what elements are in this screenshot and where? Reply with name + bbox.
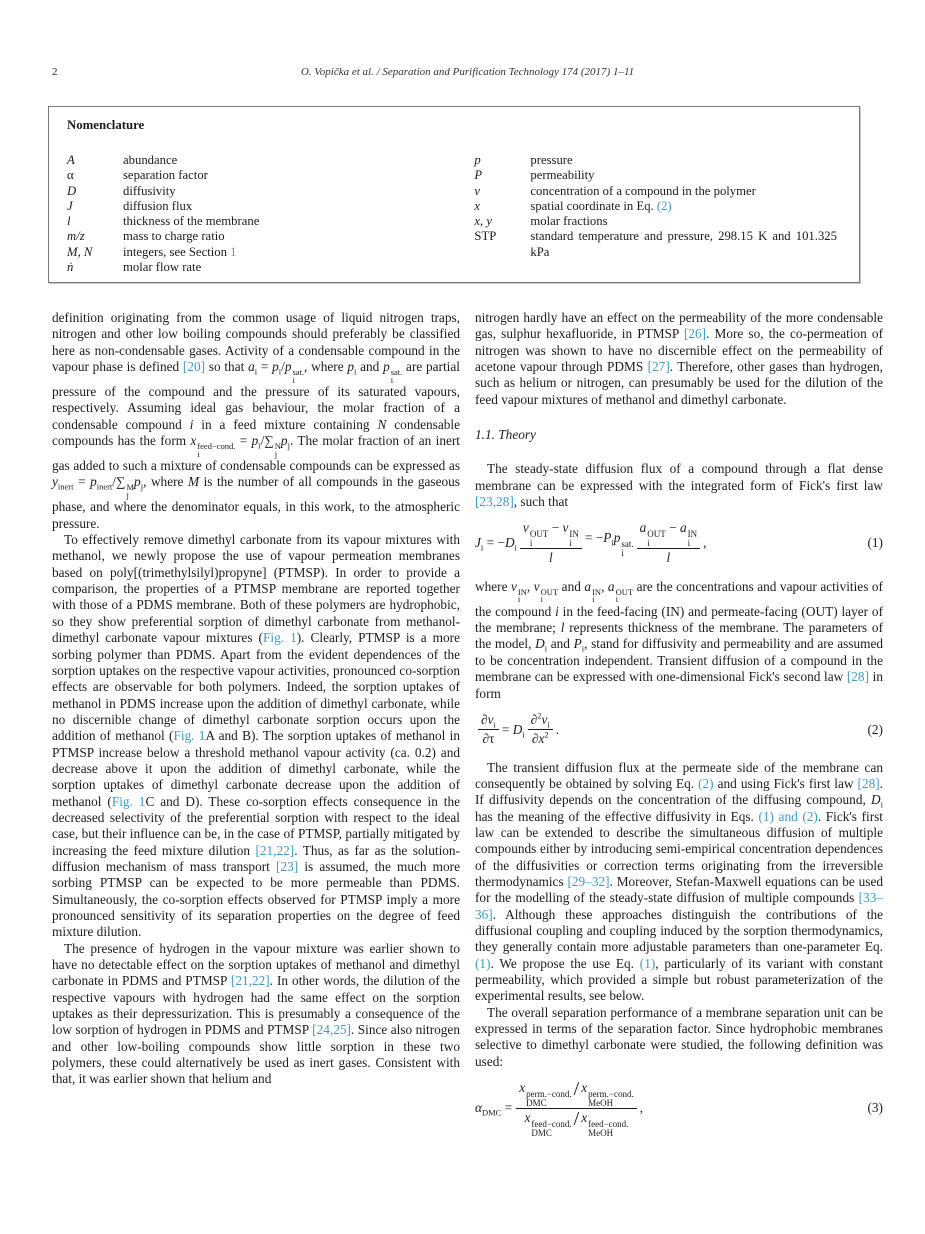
equation-number: (2) xyxy=(867,721,883,737)
nomenclature-symbol: x, y xyxy=(474,214,492,229)
reference-link[interactable]: [28] xyxy=(857,775,880,791)
reference-link[interactable]: [29–32] xyxy=(567,873,610,889)
page-header xyxy=(52,66,883,82)
left-column xyxy=(52,310,460,1149)
fraction-denominator: l xyxy=(637,548,700,566)
equation-2 xyxy=(475,712,883,748)
reference-link[interactable]: [27] xyxy=(647,359,670,375)
paragraph: nitrogen hardly have an effect on the permeability of the more condensable gas, sulphur hexafluoride, in PTMSP [26]. More so, the co-permeation of nitrogen was shown to have no discernible effect on the permeability of acetone vapour through PDMS [27]. Therefore, other gases than hydrogen, such as helium or nitrogen, can presumably be used for the dilution of the feed vapour mixtures of methanol and dimethyl carbonate. xyxy=(475,310,883,407)
nomenclature-symbol: D xyxy=(67,183,77,198)
reference-link[interactable]: (1) xyxy=(639,955,656,971)
reference-link[interactable]: 1 xyxy=(230,244,237,259)
nomenclature-definition: standard temperature and pressure, 298.15 K and 101.325 kPa xyxy=(530,229,837,259)
nomenclature-columns xyxy=(67,153,843,275)
equation-tail: . xyxy=(555,721,560,737)
nomenclature-symbol: v xyxy=(474,183,481,198)
equation-3 xyxy=(475,1080,883,1137)
reference-link[interactable]: (2) xyxy=(698,775,714,791)
nomenclature-definition: integers, see Section 1 xyxy=(123,244,237,259)
fraction-slash: / xyxy=(573,1078,580,1101)
nomenclature-definition: concentration of a compound in the polymer xyxy=(530,183,756,198)
nomenclature-definition: separation factor xyxy=(123,168,208,183)
nomenclature-symbol: STP xyxy=(474,229,497,244)
reference-link[interactable]: [28] xyxy=(846,669,870,685)
fraction-numerator: v OUT i − v IN i xyxy=(522,520,579,548)
fraction xyxy=(516,1080,637,1137)
fraction-slash: / xyxy=(573,1108,580,1131)
equation-lhs: $\alpha_{DMC}$ = xyxy=(475,1100,513,1119)
nomenclature-row xyxy=(474,153,843,168)
paragraph: The overall separation performance of a membrane separation unit can be expressed in terms of the separation factor. Since hydrophobic membranes selective to dimethyl carbonate were studied, the following definition was used: xyxy=(475,1004,883,1069)
paragraph: To effectively remove dimethyl carbonate from its vapour mixtures with methanol, we newly propose the use of vapour permeation membranes based on poly[(trimethylsilyl)propyne] (PTMSP). In order to provide a comparison, the properties of a PTMSP membrane are reported together with those of a PDMS membrane. Both of these polymers are hydrophobic, so they show preferential sorption of dimethyl carbonate from methanol-dimethyl carbonate vapour mixtures (Fig. 1). Clearly, PTMSP is a more sorbing polymer than PDMS. Apart from the evident dependences of the sorption uptakes on the respective vapour activities, pronounced co-sorption effects are observable for both polymers. Indeed, the sorption uptakes of methanol in PDMS increase upon the addition of dimethyl carbonate, while no discernible change of dimethyl carbonate sorption occurs upon the addition of methanol (Fig. 1A and B). The sorption uptakes of methanol in PTMSP increase below a threshold methanol vapour activity (ca. 0.2) and decrease above it upon the addition of dimethyl carbonate, while the sorption uptakes of dimethyl carbonate decrease upon the addition of methanol (Fig. 1C and D). These co-sorption effects consequence in the decreased selectivity of the preferential sorption with respect to the ideal case, but their influence can be, in the case of PTMSP, partially mitigated by increasing the feed mixture dilution [21,22]. Thus, as far as the solution-diffusion mechanism of mass transport [23] is assumed, the much more sorbing PTMSP can be expected to be more permeable than PDMS. Simultaneously, the co-sorption effects observed for PTMSP imply a more pronounced sensitivity of its separation properties on the degree of feed mixture dilution. xyxy=(52,532,461,940)
nomenclature-definition: diffusion flux xyxy=(123,198,193,213)
nomenclature-row xyxy=(474,229,843,260)
nomenclature-definition: pressure xyxy=(530,153,573,167)
reference-link[interactable]: [23,28] xyxy=(475,494,514,510)
paragraph: The steady-state diffusion flux of a compound through a flat dense membrane can be expressed with the integrated form of Fick's first law [23,28], such that xyxy=(475,461,883,510)
reference-link[interactable]: Fig. 1 xyxy=(111,793,146,809)
nomenclature-row xyxy=(67,229,474,244)
paragraph: The transient diffusion flux at the permeate side of the membrane can consequently be obtained by solving Eq. (2) and using Fick's first law [28]. If diffusivity depends on the concentration of the diffusing compound, $D_i$ has the meaning of the effective diffusivity in Eqs. (1) and (2). Fick's first law can be extended to describe the simultaneous diffusion of multiple compounds either by introducing semi-empirical concentration dependences of the diffusivities or correction terms originating from the irreversible thermodynamics [29–32]. Moreover, Stefan-Maxwell equations can be used for the modelling of the steady-state diffusion of multiple compounds [33–36]. Although these approaches distinguish the contributions of the diffusional coupling and coupling induced by the sorption thermodynamics, they generally contain more adjustable parameters than one-parameter Eq. (1). We propose the use Eq. (1), particularly of its variant with constant permeability, which provided a simple but robust parameterization of the experimental results, see below. xyxy=(475,759,883,1004)
nomenclature-definition: thickness of the membrane xyxy=(123,214,260,229)
reference-link[interactable]: [33–36] xyxy=(475,890,883,922)
nomenclature-row xyxy=(67,153,474,168)
fraction xyxy=(520,520,582,566)
nomenclature-symbol: P xyxy=(474,168,483,183)
nomenclature-row xyxy=(474,214,843,229)
reference-link[interactable]: (1) xyxy=(475,955,491,971)
section-heading: 1.1. Theory xyxy=(475,427,536,443)
fraction xyxy=(528,712,553,748)
reference-link[interactable]: [20] xyxy=(182,359,206,375)
nomenclature-row xyxy=(474,199,843,214)
article-body xyxy=(52,310,883,1149)
equation-math xyxy=(475,520,706,566)
journal-citation: O. Vopička et al. / Separation and Purification Technology 174 (2017) 1–11 xyxy=(300,66,635,78)
reference-link[interactable]: Fig. 1 xyxy=(173,728,206,744)
nomenclature-definition: abundance xyxy=(123,153,178,167)
fraction-denominator: ∂τ xyxy=(478,729,499,747)
nomenclature-definition: permeability xyxy=(530,168,595,183)
fraction xyxy=(478,712,499,748)
nomenclature-row xyxy=(67,168,474,183)
fraction-denominator: $\partial x^2$ xyxy=(528,729,553,747)
reference-link[interactable]: (1) and (2) xyxy=(758,808,818,824)
reference-link[interactable]: [24,25] xyxy=(312,1022,351,1038)
paragraph: The presence of hydrogen in the vapour mixture was earlier shown to have no detectable effect on the sorption uptakes of methanol and dimethyl carbonate in PDMS and PTMSP [21,22]. In other words, the dilution of the respective vapours with hydrogen had the same effect on the sorption uptakes as their depressurization. This is presumably a consequence of the low sorption of hydrogen in PDMS and PTMSP [24,25]. Since also nitrogen and other low-boiling compounds show little sorption in these two polymers, these could alternatively be used as inert gases. Consistent with that, it was earlier shown that helium and xyxy=(52,940,460,1087)
fraction-numerator: $\partial^2v_i$ xyxy=(530,710,550,730)
fraction-denominator: l xyxy=(520,548,582,566)
nomenclature-definition: molar flow rate xyxy=(123,260,202,275)
nomenclature-row xyxy=(67,245,474,260)
paragraph: where v IN i , v OUT i and a IN i , a OUT i are the concentrations and vapour activities of the compound i in the feed-facing (IN) and permeate-facing (OUT) layer of the membrane; l represents thickness of the membrane. The parameters of the model, $D_i$ and $P_i$, stand for diffusivity and permeability and are assumed to be concentration independent. Transient diffusion of a compound in the membrane can be expressed with one-dimensional Fick's second law [28] in form xyxy=(475,578,884,701)
reference-link[interactable]: (2) xyxy=(656,198,672,213)
equation-tail: , xyxy=(703,535,707,551)
nomenclature-symbol: x xyxy=(474,198,481,213)
nomenclature-row xyxy=(474,168,843,183)
fraction xyxy=(637,520,700,566)
nomenclature-symbol: A xyxy=(67,153,75,167)
equation-number: (1) xyxy=(867,535,883,551)
fraction-numerator: x perm.−cond. DMC / x perm.−cond. MeOH xyxy=(519,1078,634,1108)
reference-link[interactable]: [23] xyxy=(276,858,299,874)
fraction-numerator: a OUT i − a IN i xyxy=(639,520,698,548)
right-column xyxy=(475,310,883,1149)
paragraph: definition originating from the common usage of liquid nitrogen traps, nitrogen and other low boiling compounds should preferably be classified here as non-condensable gases. Activity of a condensable compound in the vapour phase is defined [20] so that $a_i = p_i/p$ sat. i , where $p_i$ and p sat. i are partial pressure of the compound and the pressure of its saturated vapours, respectively. Assuming ideal gas behaviour, the molar fraction of a condensable compound i in a feed mixture containing N condensable compounds has the form x feed−cond. i = $p_i/\sum$ N j $p_j$. The molar fraction of an inert gas added to such a mixture of condensable compounds can be expressed as $y_{inert} = p_{inert}/\sum$ M j $p_j$, where M is the number of all compounds in the gaseous phase, and where the denominator equals, in this work, to the atmospheric pressure. xyxy=(52,310,460,531)
equation-tail: , xyxy=(639,1100,644,1116)
fraction-denominator: x feed−cond. DMC / x feed−cond. MeOH xyxy=(516,1108,637,1137)
nomenclature-symbol: p xyxy=(474,153,481,167)
nomenclature-right-column xyxy=(474,153,843,275)
nomenclature-row xyxy=(67,199,474,214)
nomenclature-symbol: l xyxy=(67,214,71,229)
nomenclature-symbol: J xyxy=(67,198,73,213)
nomenclature-definition: molar fractions xyxy=(530,214,608,229)
nomenclature-symbol: M, N xyxy=(67,244,93,259)
equation-lhs: $J_i = -D_i$ xyxy=(475,535,517,554)
equation-mid: = $D_i$ xyxy=(501,721,525,740)
nomenclature-symbol: α xyxy=(67,168,74,183)
equation-number: (3) xyxy=(867,1100,883,1116)
equation-math xyxy=(475,1080,643,1137)
nomenclature-left-column xyxy=(67,153,474,275)
page-number: 2 xyxy=(52,66,58,78)
nomenclature-definition: spatial coordinate in Eq. (2) xyxy=(530,198,672,213)
reference-link[interactable]: [26] xyxy=(683,326,707,342)
equation-math xyxy=(475,712,559,748)
nomenclature-row xyxy=(67,214,474,229)
reference-link[interactable]: [21,22] xyxy=(255,842,295,858)
nomenclature-title: Nomenclature xyxy=(67,118,145,132)
reference-link[interactable]: Fig. 1 xyxy=(262,630,297,646)
nomenclature-definition: mass to charge ratio xyxy=(123,229,225,244)
nomenclature-symbol: m/z xyxy=(67,229,85,244)
equation-mid: = $-P_ip$ sat. i xyxy=(584,530,634,558)
nomenclature-row xyxy=(474,184,843,199)
nomenclature-symbol: ṅ xyxy=(67,260,74,275)
nomenclature-row xyxy=(67,184,474,199)
reference-link[interactable]: [21,22] xyxy=(230,973,270,989)
nomenclature-definition: diffusivity xyxy=(123,183,176,198)
nomenclature-box xyxy=(48,106,860,283)
fraction-numerator: $\partial v_i$ xyxy=(481,711,496,730)
equation-1 xyxy=(475,520,883,566)
nomenclature-row xyxy=(67,260,474,275)
